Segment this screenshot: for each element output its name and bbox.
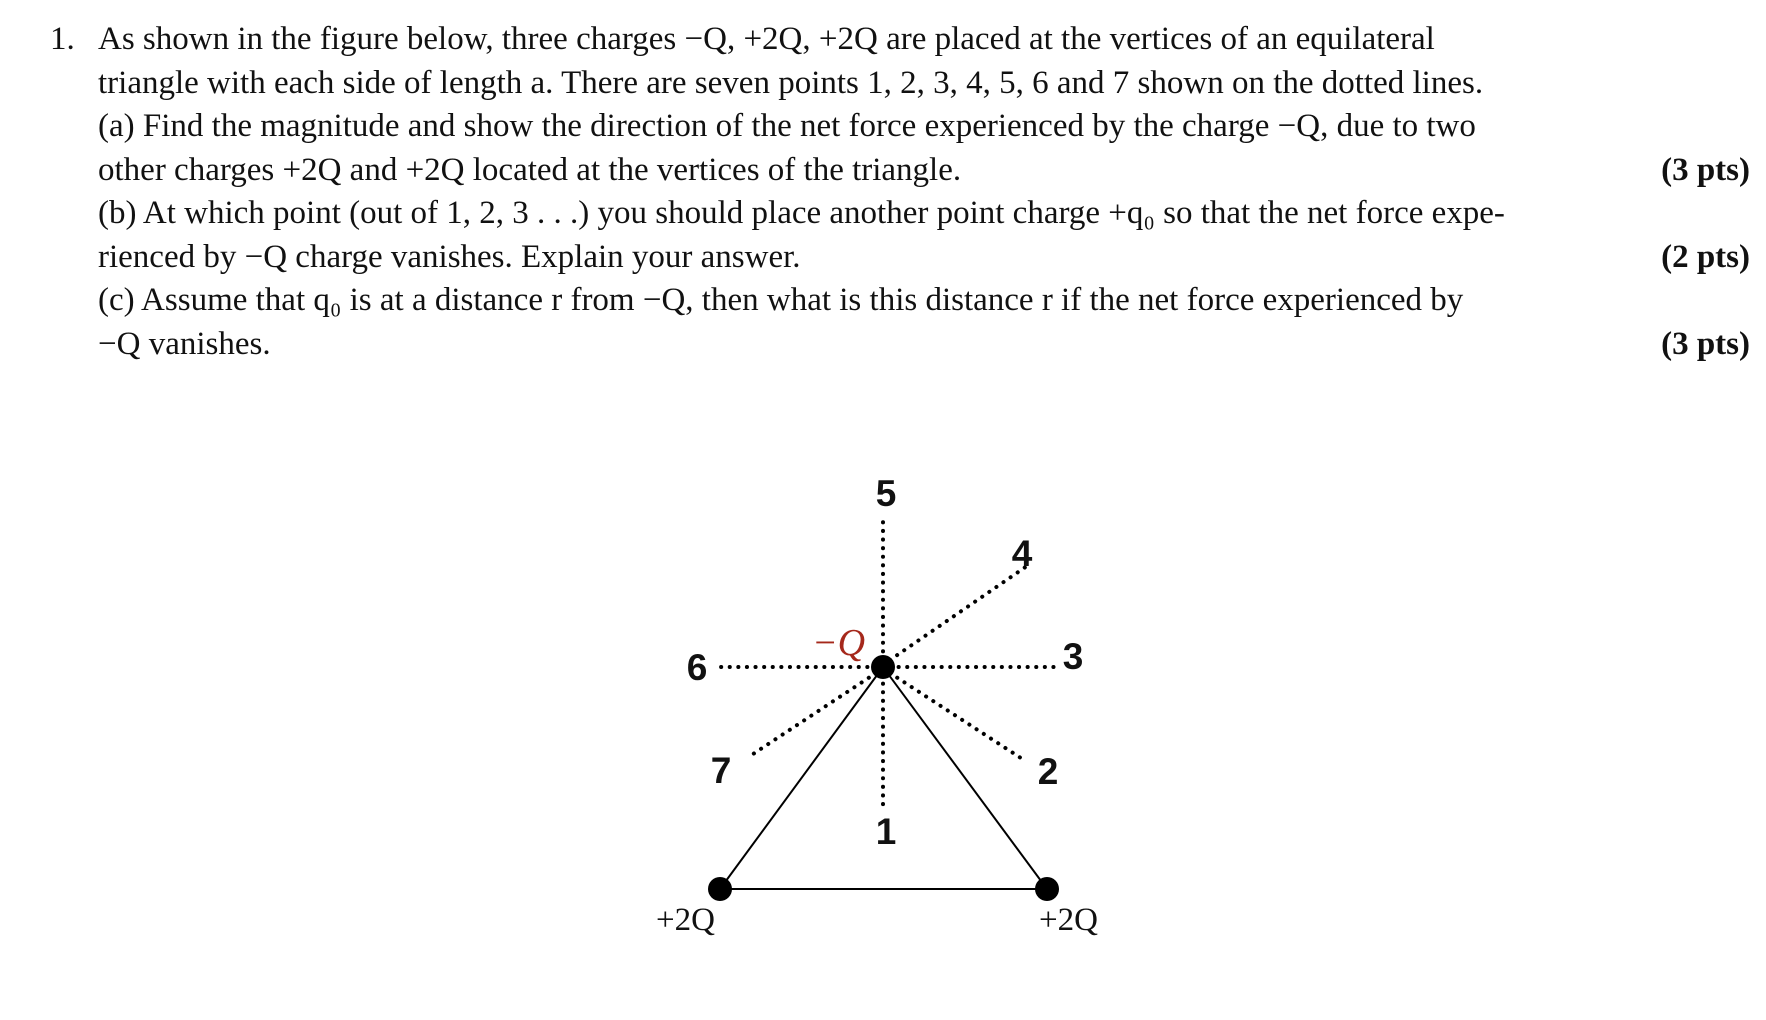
point-label-1: 1 [875, 811, 897, 852]
bottom-left-charge-dot [708, 877, 732, 901]
triangle-left-side [720, 667, 883, 889]
part-b-points: (2 pts) [1661, 238, 1750, 275]
bottom-right-charge-dot [1035, 877, 1059, 901]
point-label-7: 7 [710, 750, 732, 791]
part-a-text: other charges +2Q and +2Q located at the vertices of the triangle. [98, 151, 962, 188]
part-c-text: (c) Assume that q₀ is at a distance r from −Q, then what is this distance r if the net force experienced by [98, 282, 1464, 318]
part-c-points: (3 pts) [1661, 325, 1750, 362]
negative-charge-dot [871, 655, 895, 679]
dotted-line-to-4 [890, 566, 1027, 660]
point-label-3: 3 [1062, 636, 1084, 677]
problem-text-line: triangle with each side of length a. There are seven points 1, 2, 3, 4, 5, 6 and 7 shown on the dotted lines. [98, 64, 1484, 101]
triangle-right-side [883, 667, 1047, 889]
dotted-line-to-2 [890, 673, 1027, 762]
part-a-points: (3 pts) [1661, 151, 1750, 188]
negative-charge-label: −Q [812, 622, 866, 664]
dotted-line-to-7 [747, 673, 876, 758]
part-a-text: (a) Find the magnitude and show the direction of the net force experienced by the charge −Q, due to two [98, 108, 1476, 144]
point-label-4: 4 [1011, 533, 1033, 574]
problem-text-line: As shown in the figure below, three charges −Q, +2Q, +2Q are placed at the vertices of an equilateral [98, 21, 1435, 57]
bottom-left-charge-label: +2Q [656, 902, 715, 938]
point-label-2: 2 [1037, 751, 1059, 792]
part-b-text: (b) At which point (out of 1, 2, 3 . . .) you should place another point charge +q₀ so that the net force expe- [98, 195, 1505, 231]
bottom-right-charge-label: +2Q [1039, 902, 1098, 938]
point-label-6: 6 [686, 647, 708, 688]
point-label-5: 5 [875, 473, 897, 514]
part-c-text: −Q vanishes. [98, 325, 271, 362]
part-b-text: rienced by −Q charge vanishes. Explain your answer. [98, 238, 801, 275]
problem-number: 1. [50, 21, 75, 57]
